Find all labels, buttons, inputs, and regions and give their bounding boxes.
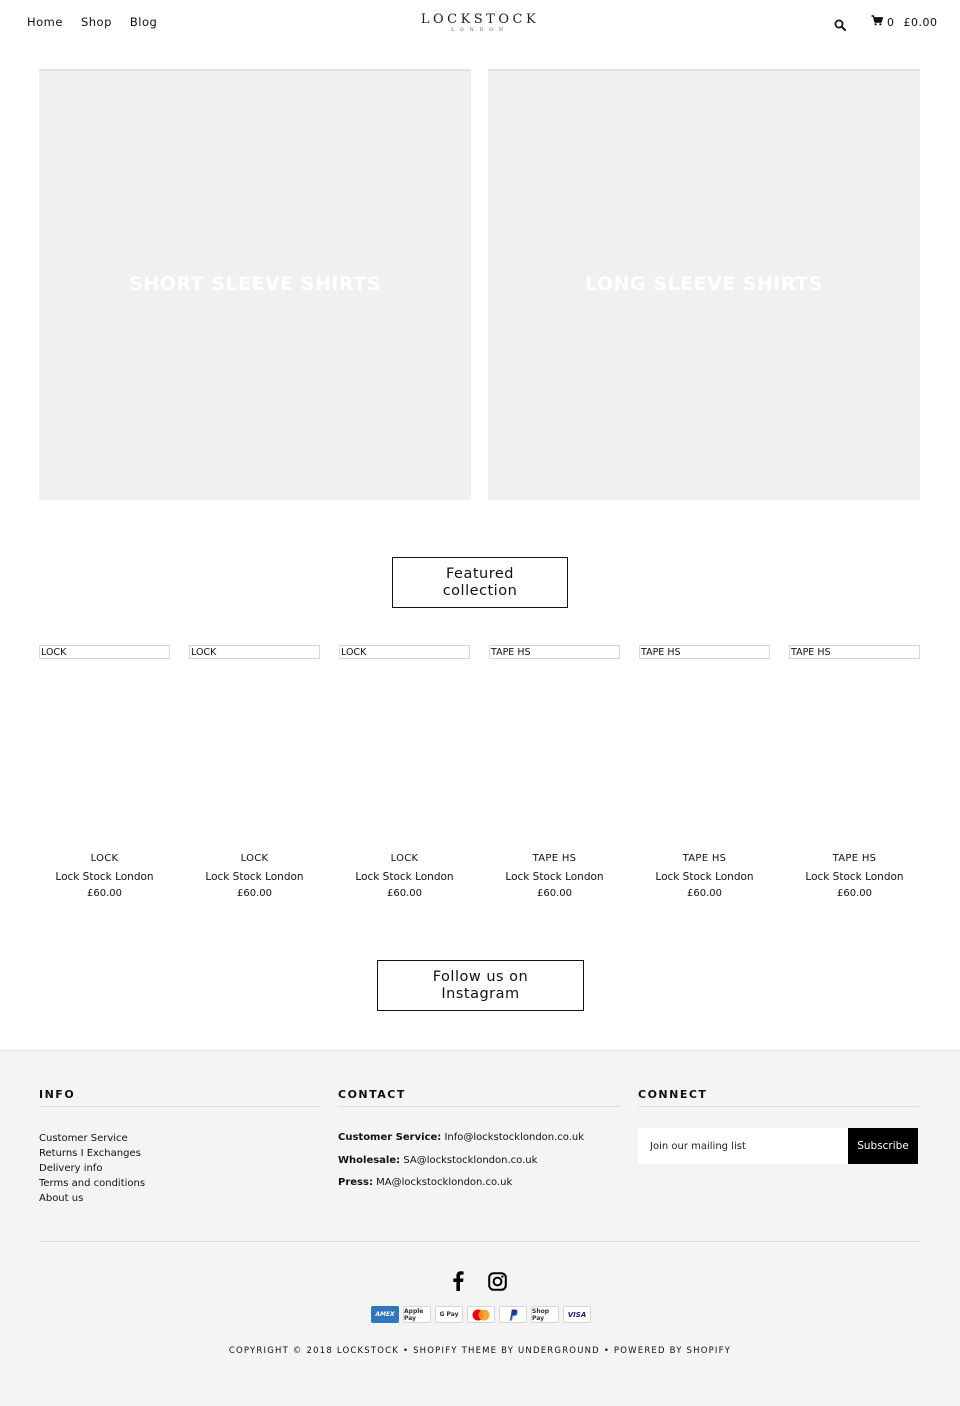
instagram-heading[interactable]	[377, 960, 584, 1011]
google-pay-icon: G Pay	[435, 1306, 463, 1323]
footer-link-returns[interactable]: Returns I Exchanges	[39, 1148, 141, 1159]
shop-pay-icon: Shop Pay	[531, 1306, 559, 1323]
footer-connect-column	[638, 1088, 919, 1152]
footer-info-links	[39, 1131, 321, 1206]
logo-subtitle: LONDON	[451, 28, 509, 33]
facebook-icon[interactable]	[452, 1271, 464, 1295]
contact-email[interactable]: MA@lockstocklondon.co.uk	[376, 1177, 513, 1188]
product-card[interactable]	[639, 645, 770, 905]
newsletter-form	[638, 1128, 918, 1164]
product-price: £60.00	[237, 888, 272, 899]
footer-contact-heading: CONTACT	[338, 1088, 620, 1107]
nav-home[interactable]: Home	[27, 15, 63, 29]
product-price: £60.00	[837, 888, 872, 899]
amex-icon: AMEX	[371, 1306, 399, 1323]
product-vendor: Lock Stock London	[805, 871, 904, 883]
site-logo[interactable]	[380, 12, 580, 33]
copyright-text: COPYRIGHT © 2018 LOCKSTOCK • SHOPIFY THEME BY UNDERGROUND • POWERED BY SHOPIFY	[228, 1346, 732, 1356]
site-header	[0, 0, 960, 46]
contact-email[interactable]: Info@lockstocklondon.co.uk	[444, 1132, 585, 1143]
product-image[interactable]: LOCK	[339, 645, 470, 659]
featured-collection-heading[interactable]	[392, 557, 568, 608]
footer-link-customer-service[interactable]: Customer Service	[39, 1133, 128, 1144]
product-title[interactable]: TAPE HS	[532, 853, 577, 864]
cart-icon	[871, 15, 883, 29]
contact-email[interactable]: SA@lockstocklondon.co.uk	[403, 1154, 538, 1166]
newsletter-email-input[interactable]	[638, 1128, 848, 1164]
product-image[interactable]: LOCK	[189, 645, 320, 659]
instagram-label: Follow us on Instagram	[432, 968, 529, 1002]
mastercard-icon	[467, 1306, 495, 1323]
product-title[interactable]: TAPE HS	[682, 853, 727, 864]
product-card[interactable]	[489, 645, 620, 905]
social-links	[452, 1271, 507, 1295]
main-nav	[27, 15, 157, 29]
product-vendor: Lock Stock London	[355, 871, 454, 883]
contact-label: Press:	[338, 1177, 373, 1188]
paypal-icon	[499, 1306, 527, 1323]
product-vendor: Lock Stock London	[505, 871, 604, 883]
product-image[interactable]: TAPE HS	[489, 645, 620, 659]
product-price: £60.00	[87, 888, 122, 899]
footer-contact-list	[338, 1130, 620, 1190]
product-price: £60.00	[387, 888, 422, 899]
product-title[interactable]: LOCK	[240, 853, 269, 864]
product-title[interactable]: LOCK	[390, 853, 419, 864]
featured-collection-label: Featured collection	[442, 565, 518, 599]
product-card[interactable]	[39, 645, 170, 905]
product-vendor: Lock Stock London	[205, 871, 304, 883]
product-image[interactable]: LOCK	[39, 645, 170, 659]
cart-count: 0	[887, 15, 895, 29]
product-vendor: Lock Stock London	[655, 871, 754, 883]
product-image[interactable]: TAPE HS	[789, 645, 920, 659]
footer-link-delivery[interactable]: Delivery info	[39, 1163, 103, 1174]
collection-title: SHORT SLEEVE SHIRTS	[129, 272, 381, 295]
cart-total: £0.00	[903, 15, 938, 29]
contact-label: Wholesale:	[338, 1154, 401, 1166]
logo-wordmark: LOCKSTOCK	[420, 12, 540, 27]
apple-pay-icon: Apple Pay	[403, 1306, 431, 1323]
contact-label: Customer Service:	[338, 1132, 442, 1143]
product-card[interactable]	[189, 645, 320, 905]
collection-tile-long-sleeve[interactable]	[488, 69, 920, 500]
collection-tile-short-sleeve[interactable]	[39, 69, 471, 500]
footer-link-about[interactable]: About us	[39, 1193, 84, 1204]
product-vendor: Lock Stock London	[55, 871, 154, 883]
contact-item	[338, 1175, 620, 1190]
product-image[interactable]: TAPE HS	[639, 645, 770, 659]
footer-connect-heading: CONNECT	[638, 1088, 919, 1107]
product-card[interactable]	[789, 645, 920, 905]
payment-methods	[371, 1306, 591, 1323]
subscribe-button[interactable]: Subscribe	[848, 1128, 918, 1164]
cart-link[interactable]	[871, 15, 938, 29]
product-card[interactable]	[339, 645, 470, 905]
product-title[interactable]: TAPE HS	[832, 853, 877, 864]
product-price: £60.00	[537, 888, 572, 899]
site-footer	[0, 1050, 960, 1406]
search-icon[interactable]	[834, 16, 846, 28]
collection-title: LONG SLEEVE SHIRTS	[585, 272, 823, 295]
footer-info-column	[39, 1088, 321, 1206]
instagram-icon[interactable]	[488, 1272, 507, 1295]
contact-item	[338, 1153, 620, 1168]
product-title[interactable]: LOCK	[90, 853, 119, 864]
footer-link-terms[interactable]: Terms and conditions	[39, 1178, 146, 1189]
footer-divider	[39, 1241, 920, 1242]
contact-item	[338, 1130, 620, 1145]
nav-blog[interactable]: Blog	[129, 15, 158, 29]
footer-contact-column	[338, 1088, 620, 1198]
product-price: £60.00	[687, 888, 722, 899]
nav-shop[interactable]: Shop	[80, 15, 112, 29]
footer-info-heading: INFO	[39, 1088, 321, 1107]
visa-icon: VISA	[563, 1306, 591, 1323]
